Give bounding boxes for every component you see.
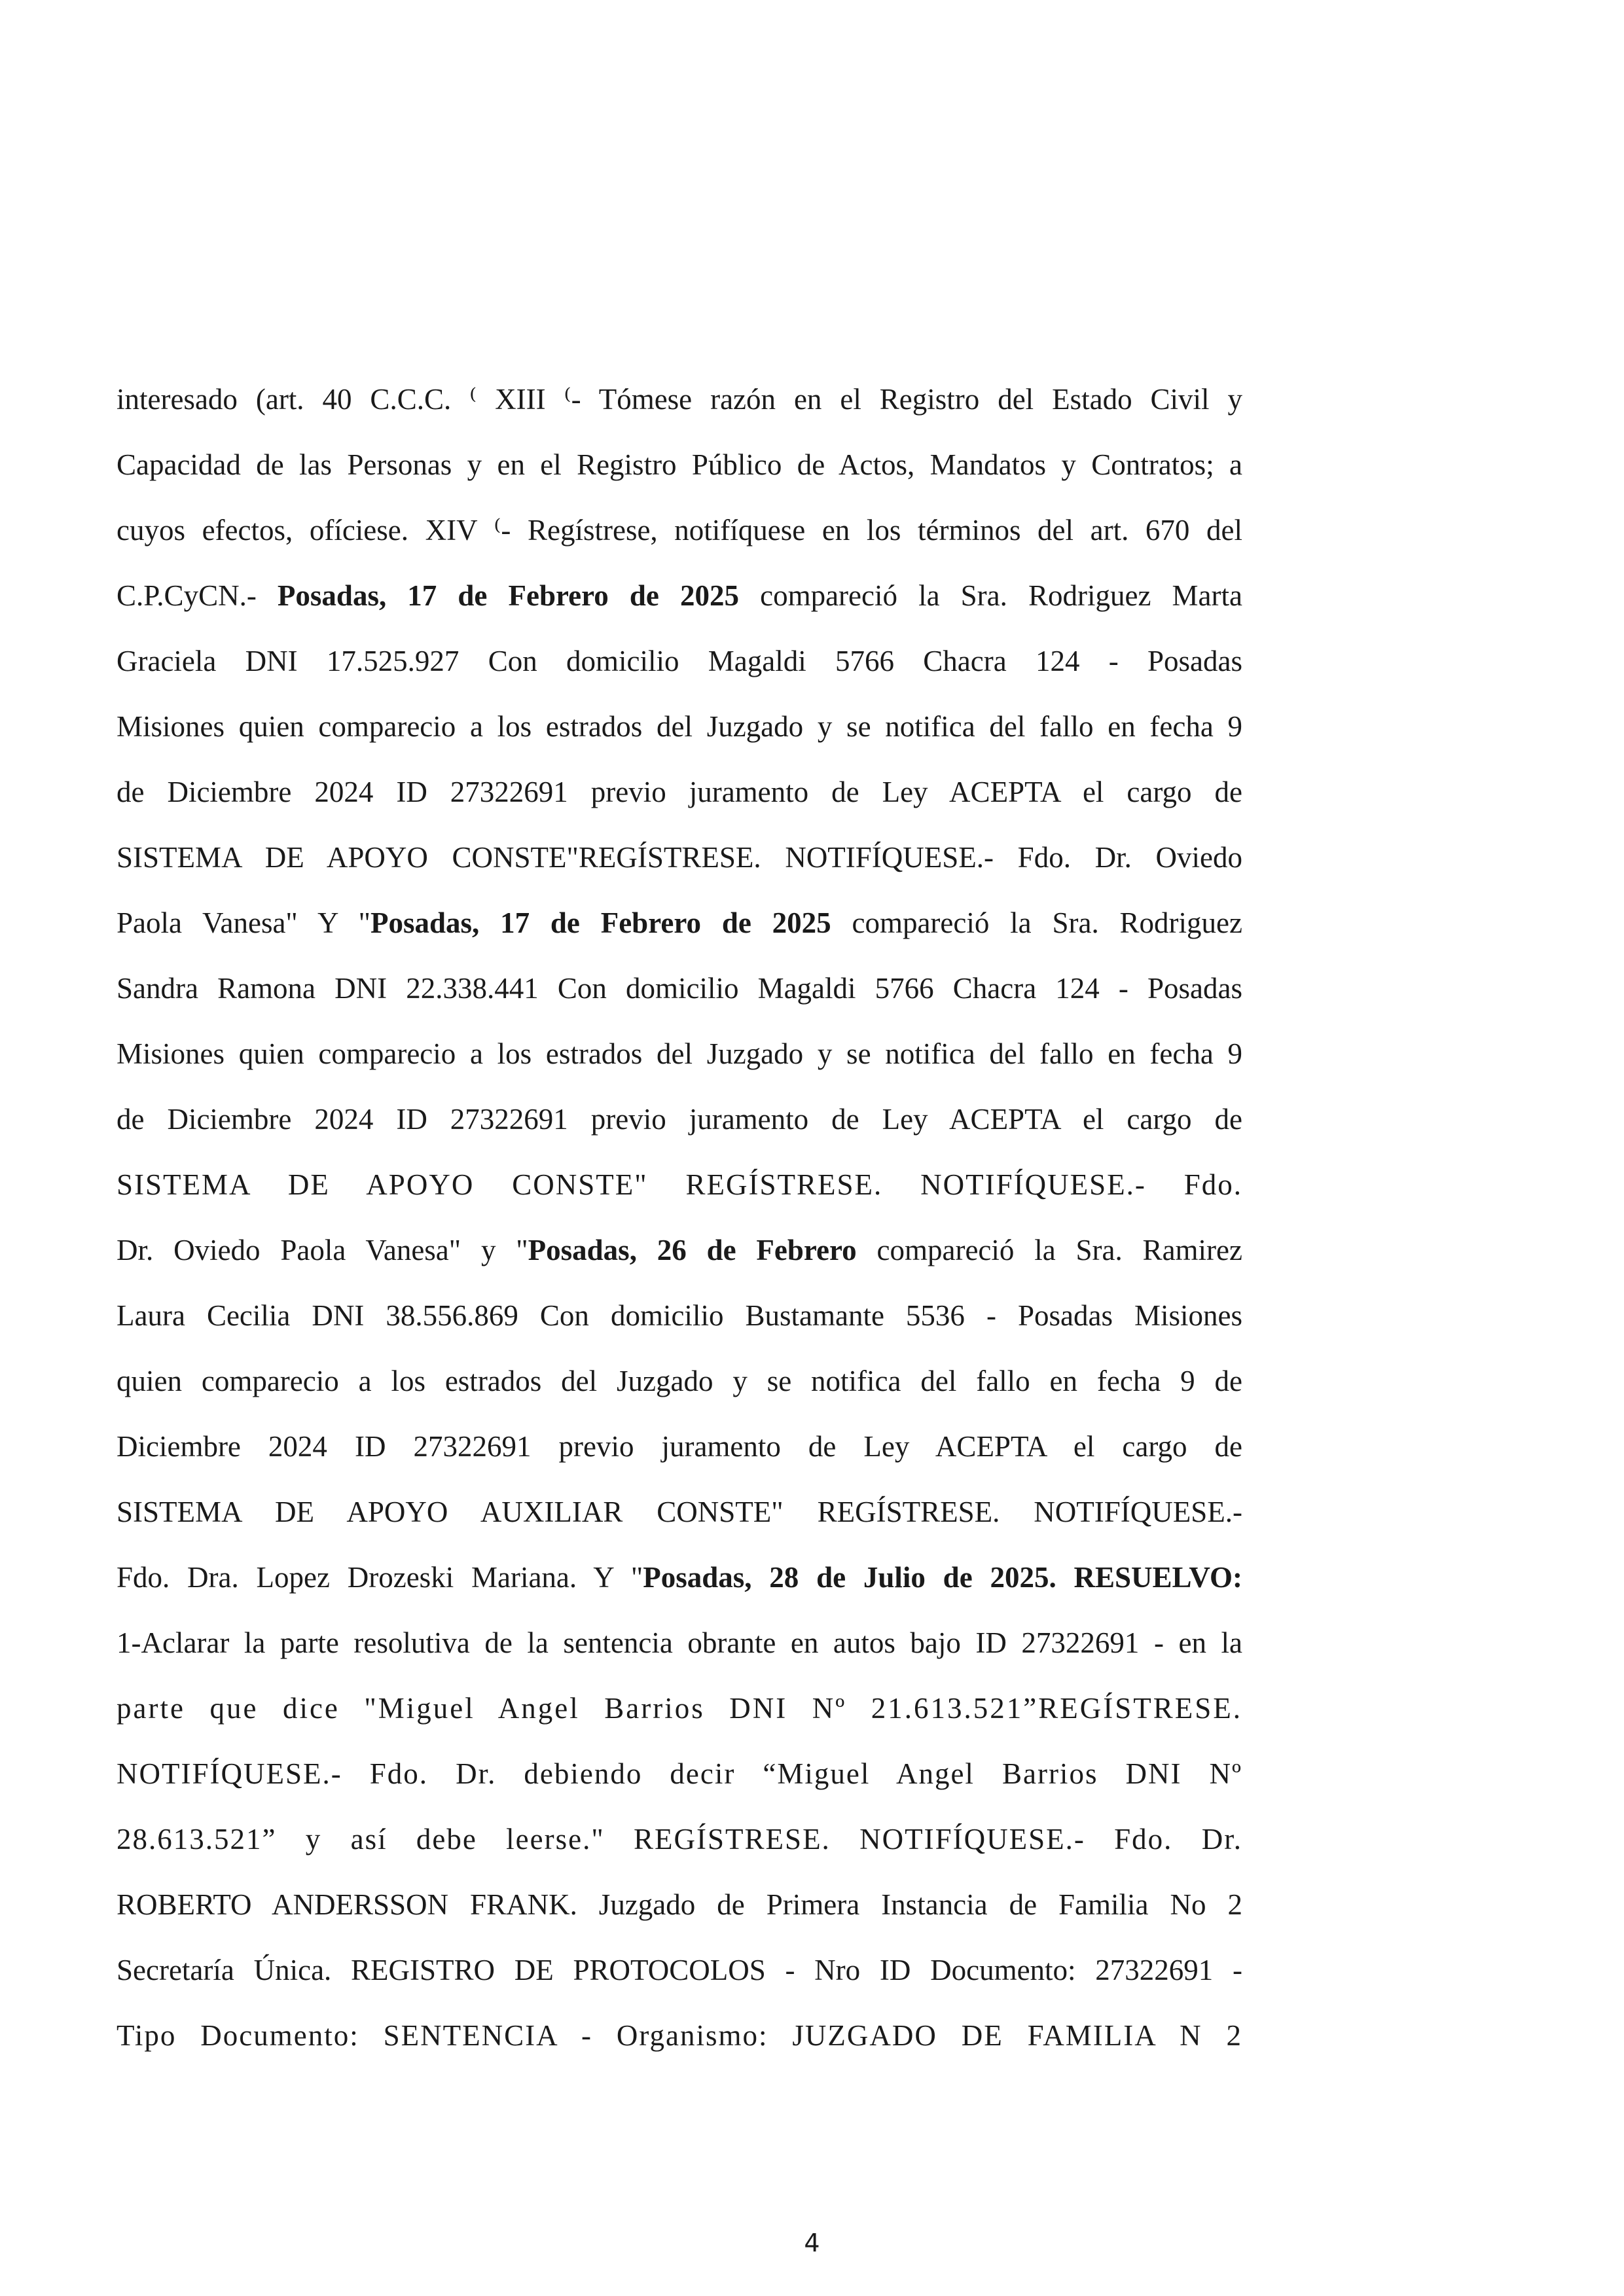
text-line: NOTIFÍQUESE.- Fdo. Dr. debiendo decir “Miguel Angel Barrios DNI Nº (117, 1757, 1242, 1790)
text-line: 28.613.521” y así debe leerse." REGÍSTRESE. NOTIFÍQUESE.- Fdo. Dr. (117, 1823, 1242, 1856)
resolution-bold: Posadas, 28 de Julio de 2025. RESUELVO: (643, 1561, 1242, 1594)
text-line: de Diciembre 2024 ID 27322691 previo juramento de Ley ACEPTA el cargo de (117, 1103, 1242, 1136)
text-line: interesado (art. 40 C.C.C. ⁽ XIII ⁽- Tómese razón en el Registro del Estado Civil y (117, 383, 1242, 416)
text-line: Graciela DNI 17.525.927 Con domicilio Magaldi 5766 Chacra 124 - Posadas (117, 645, 1242, 677)
text-run: compareció la Sra. Ramirez (856, 1234, 1242, 1266)
text-run: compareció la Sra. Rodriguez Marta (739, 579, 1242, 612)
text-line: cuyos efectos, ofíciese. XIV ⁽- Regístrese, notifíquese en los términos del art. 670 del (117, 514, 1242, 547)
text-line (117, 890, 1242, 956)
text-line: parte que dice "Miguel Angel Barrios DNI Nº 21.613.521”REGÍSTRESE. (117, 1692, 1242, 1725)
date-bold: Posadas, 26 de Febrero (528, 1234, 857, 1266)
text-line: Misiones quien comparecio a los estrados del Juzgado y se notifica del fallo en fecha 9 (117, 710, 1242, 743)
text-line: Capacidad de las Personas y en el Registro Público de Actos, Mandatos y Contratos; a (117, 448, 1242, 481)
text-line: Diciembre 2024 ID 27322691 previo juramento de Ley ACEPTA el cargo de (117, 1430, 1242, 1463)
text-line: SISTEMA DE APOYO CONSTE"REGÍSTRESE. NOTIFÍQUESE.- Fdo. Dr. Oviedo (117, 841, 1242, 874)
text-line: Tipo Documento: SENTENCIA - Organismo: JUZGADO DE FAMILIA N 2 (117, 2019, 1242, 2052)
text-line: Secretaría Única. REGISTRO DE PROTOCOLOS - Nro ID Documento: 27322691 - (117, 1954, 1242, 1986)
page-number: 4 (804, 2229, 820, 2257)
text-line: quien comparecio a los estrados del Juzgado y se notifica del fallo en fecha 9 de (117, 1365, 1242, 1397)
text-line: 1-Aclarar la parte resolutiva de la sentencia obrante en autos bajo ID 27322691 - en la (117, 1626, 1242, 1659)
text-line (117, 563, 1242, 628)
text-line: Sandra Ramona DNI 22.338.441 Con domicilio Magaldi 5766 Chacra 124 - Posadas (117, 972, 1242, 1005)
date-bold: Posadas, 17 de Febrero de 2025 (370, 906, 831, 939)
text-line: de Diciembre 2024 ID 27322691 previo juramento de Ley ACEPTA el cargo de (117, 776, 1242, 808)
date-bold: Posadas, 17 de Febrero de 2025 (277, 579, 739, 612)
text-line: Misiones quien comparecio a los estrados del Juzgado y se notifica del fallo en fecha 9 (117, 1037, 1242, 1070)
text-run: Dr. Oviedo Paola Vanesa" y " (117, 1234, 528, 1266)
text-run: C.P.CyCN.- (117, 579, 278, 612)
text-line: SISTEMA DE APOYO AUXILIAR CONSTE" REGÍSTRESE. NOTIFÍQUESE.- (117, 1496, 1242, 1528)
text-line: ROBERTO ANDERSSON FRANK. Juzgado de Primera Instancia de Familia No 2 (117, 1888, 1242, 1921)
text-line: SISTEMA DE APOYO CONSTE" REGÍSTRESE. NOTIFÍQUESE.- Fdo. (117, 1168, 1242, 1201)
text-run: compareció la Sra. Rodriguez (831, 906, 1242, 939)
text-line (117, 1545, 1242, 1610)
text-run: Fdo. Dra. Lopez Drozeski Mariana. Y " (117, 1561, 643, 1594)
text-run: Paola Vanesa" Y " (117, 906, 370, 939)
text-line (117, 1217, 1242, 1283)
text-line: Laura Cecilia DNI 38.556.869 Con domicilio Bustamante 5536 - Posadas Misiones (117, 1299, 1242, 1332)
body-text (117, 367, 1242, 2068)
